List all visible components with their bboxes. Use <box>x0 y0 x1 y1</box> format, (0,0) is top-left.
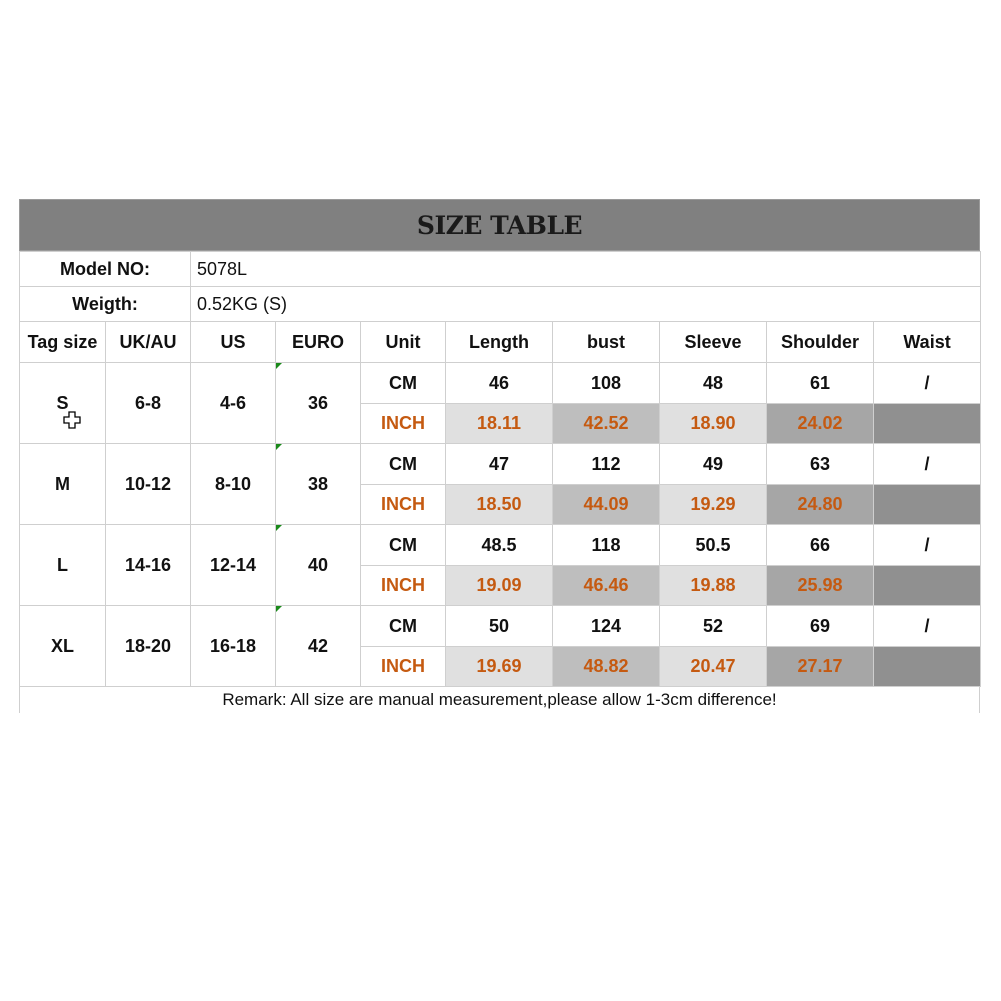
header-sleeve: Sleeve <box>660 322 767 363</box>
uk-au-cell: 18-20 <box>106 606 191 687</box>
euro-cell: 40 <box>276 525 361 606</box>
size-grid <box>19 251 981 687</box>
unit-cm-cell: CM <box>361 444 446 485</box>
header-shoulder: Shoulder <box>767 322 874 363</box>
us-cell: 4-6 <box>191 363 276 444</box>
bust-inch-cell: 46.46 <box>553 566 660 606</box>
unit-cm-cell: CM <box>361 525 446 566</box>
header-us: US <box>191 322 276 363</box>
length-cm-cell: 50 <box>446 606 553 647</box>
waist-cm-cell: / <box>874 444 981 485</box>
sleeve-inch-cell: 19.29 <box>660 485 767 525</box>
header-row <box>20 322 981 363</box>
euro-cell: 38 <box>276 444 361 525</box>
sleeve-inch-cell: 20.47 <box>660 647 767 687</box>
euro-cell: 36 <box>276 363 361 444</box>
header-waist: Waist <box>874 322 981 363</box>
shoulder-cm-cell: 61 <box>767 363 874 404</box>
unit-inch-cell: INCH <box>361 647 446 687</box>
shoulder-cm-cell: 63 <box>767 444 874 485</box>
size-row-cm <box>20 606 981 647</box>
tag-size-cell: S <box>20 363 106 444</box>
sleeve-cm-cell: 49 <box>660 444 767 485</box>
table-title-bar <box>19 199 980 251</box>
bust-inch-cell: 48.82 <box>553 647 660 687</box>
remark-text: Remark: All size are manual measurement,please allow 1-3cm difference! <box>19 687 980 713</box>
size-table <box>19 199 980 713</box>
waist-cm-cell: / <box>874 363 981 404</box>
length-cm-cell: 46 <box>446 363 553 404</box>
us-cell: 12-14 <box>191 525 276 606</box>
weight-label: Weigth: <box>20 287 191 322</box>
waist-inch-cell <box>874 647 981 687</box>
bust-inch-cell: 44.09 <box>553 485 660 525</box>
uk-au-cell: 10-12 <box>106 444 191 525</box>
length-inch-cell: 18.11 <box>446 404 553 444</box>
us-cell: 8-10 <box>191 444 276 525</box>
uk-au-cell: 6-8 <box>106 363 191 444</box>
length-cm-cell: 48.5 <box>446 525 553 566</box>
length-cm-cell: 47 <box>446 444 553 485</box>
model-label: Model NO: <box>20 252 191 287</box>
header-uk-au: UK/AU <box>106 322 191 363</box>
model-value: 5078L <box>191 252 981 287</box>
waist-cm-cell: / <box>874 525 981 566</box>
tag-size-cell: XL <box>20 606 106 687</box>
sleeve-inch-cell: 18.90 <box>660 404 767 444</box>
size-row-cm <box>20 525 981 566</box>
waist-inch-cell <box>874 485 981 525</box>
move-cursor-icon <box>63 411 81 429</box>
shoulder-cm-cell: 66 <box>767 525 874 566</box>
shoulder-inch-cell: 24.02 <box>767 404 874 444</box>
bust-cm-cell: 124 <box>553 606 660 647</box>
sleeve-cm-cell: 48 <box>660 363 767 404</box>
us-cell: 16-18 <box>191 606 276 687</box>
size-row-cm <box>20 363 981 404</box>
tag-size-cell: L <box>20 525 106 606</box>
header-bust: bust <box>553 322 660 363</box>
unit-cm-cell: CM <box>361 606 446 647</box>
bust-cm-cell: 112 <box>553 444 660 485</box>
shoulder-inch-cell: 24.80 <box>767 485 874 525</box>
unit-inch-cell: INCH <box>361 404 446 444</box>
header-euro: EURO <box>276 322 361 363</box>
weight-value: 0.52KG (S) <box>191 287 981 322</box>
uk-au-cell: 14-16 <box>106 525 191 606</box>
weight-row <box>20 287 981 322</box>
shoulder-cm-cell: 69 <box>767 606 874 647</box>
bust-inch-cell: 42.52 <box>553 404 660 444</box>
sleeve-inch-cell: 19.88 <box>660 566 767 606</box>
size-row-cm <box>20 444 981 485</box>
sleeve-cm-cell: 50.5 <box>660 525 767 566</box>
length-inch-cell: 19.09 <box>446 566 553 606</box>
tag-size-cell: M <box>20 444 106 525</box>
header-unit: Unit <box>361 322 446 363</box>
shoulder-inch-cell: 27.17 <box>767 647 874 687</box>
unit-cm-cell: CM <box>361 363 446 404</box>
model-row <box>20 252 981 287</box>
waist-inch-cell <box>874 404 981 444</box>
table-title: SIZE TABLE <box>416 210 583 240</box>
unit-inch-cell: INCH <box>361 566 446 606</box>
euro-cell: 42 <box>276 606 361 687</box>
unit-inch-cell: INCH <box>361 485 446 525</box>
sleeve-cm-cell: 52 <box>660 606 767 647</box>
bust-cm-cell: 118 <box>553 525 660 566</box>
header-length: Length <box>446 322 553 363</box>
length-inch-cell: 18.50 <box>446 485 553 525</box>
bust-cm-cell: 108 <box>553 363 660 404</box>
length-inch-cell: 19.69 <box>446 647 553 687</box>
header-tag-size: Tag size <box>20 322 106 363</box>
shoulder-inch-cell: 25.98 <box>767 566 874 606</box>
waist-inch-cell <box>874 566 981 606</box>
waist-cm-cell: / <box>874 606 981 647</box>
